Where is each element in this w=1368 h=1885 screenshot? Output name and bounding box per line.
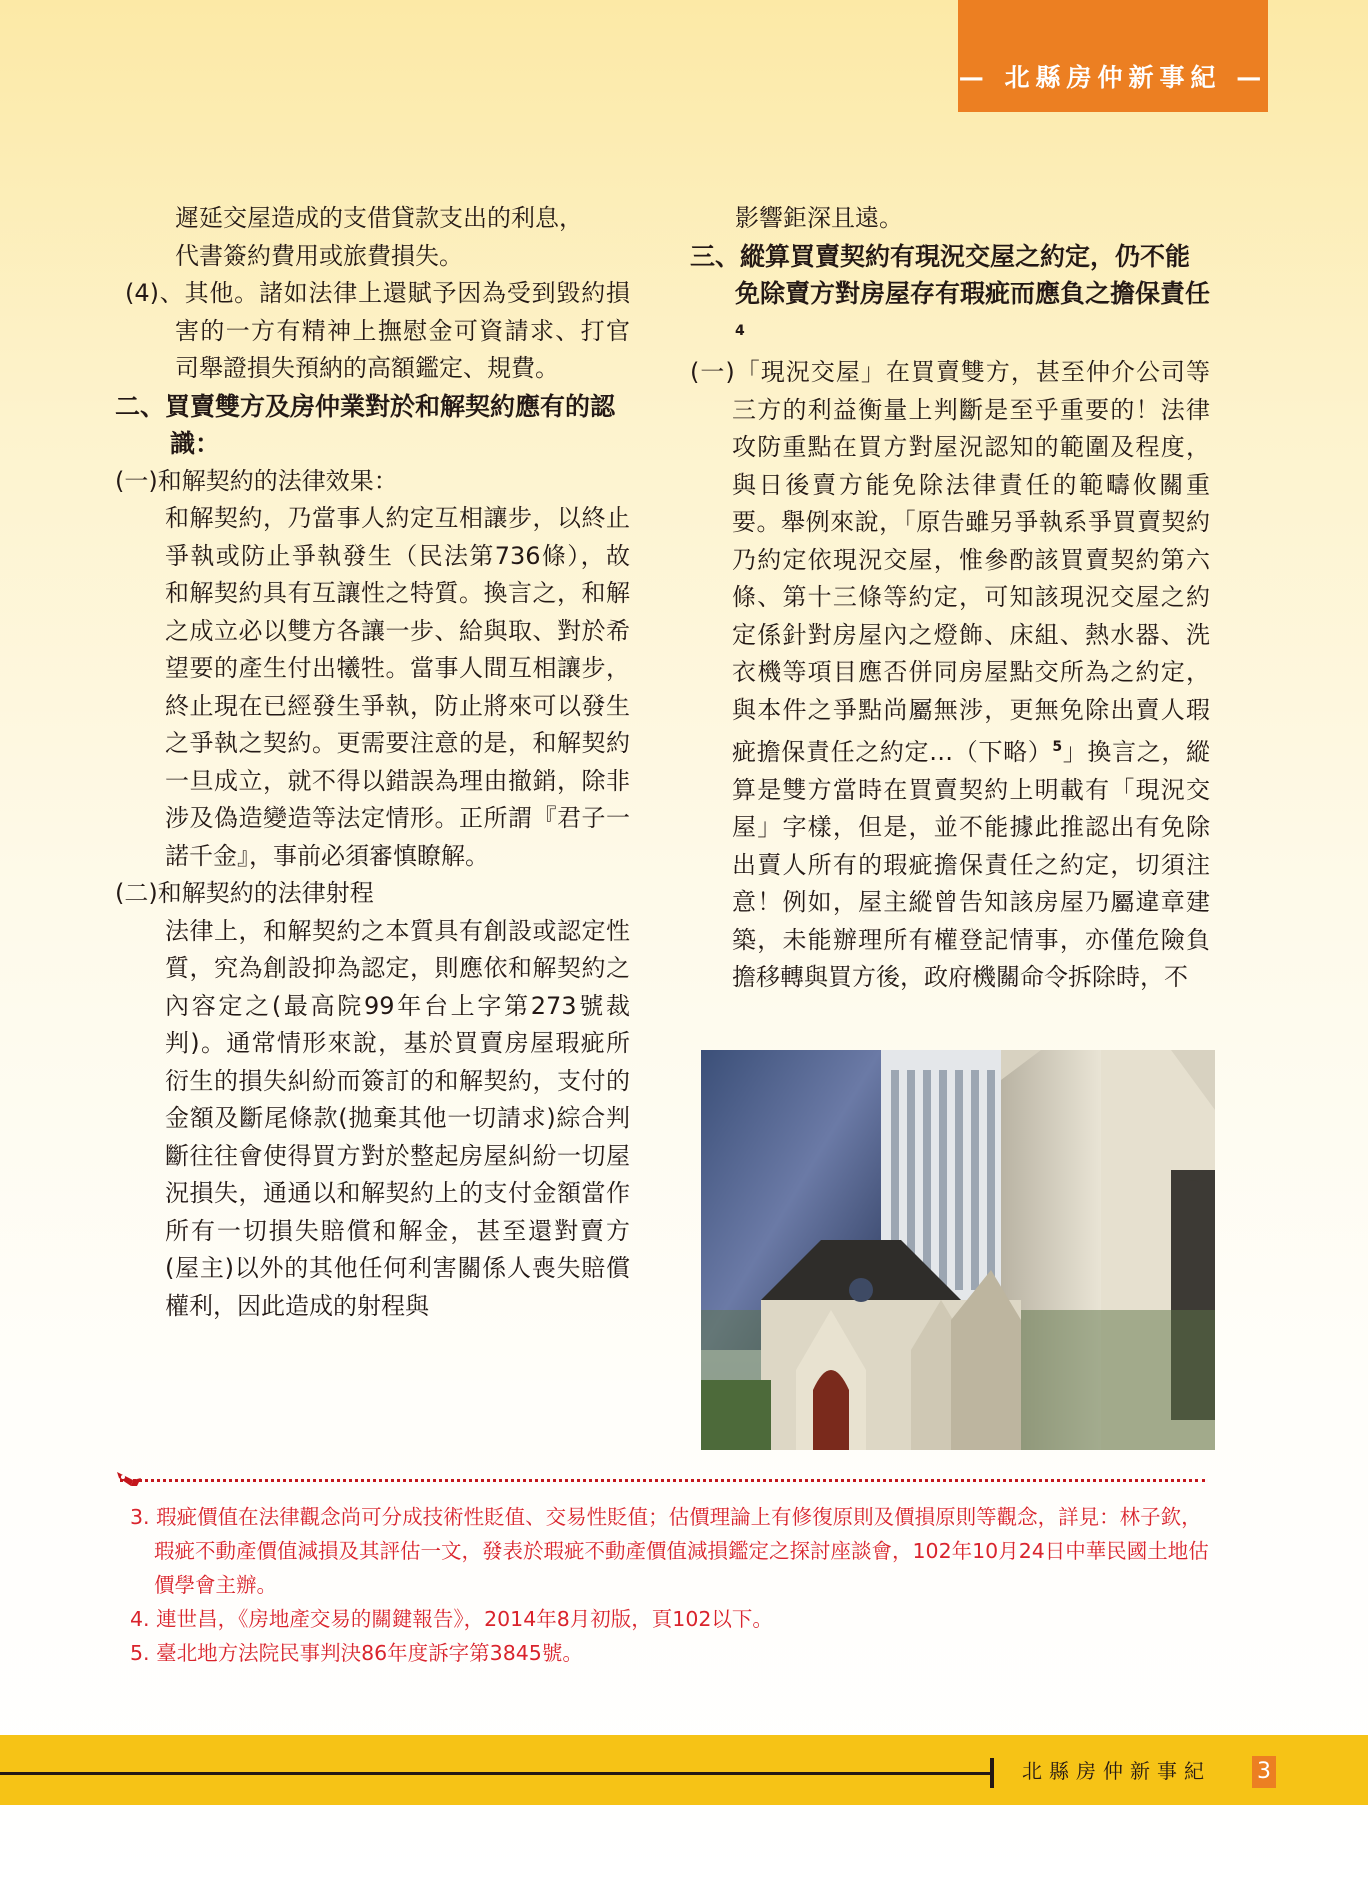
item-4-others: (4)、其他。諸如法律上還賦予因為受到毀約損害的一方有精神上撫慰金可資請求、打官司舉證損失預納的高額鑑定、規費。 [125,279,630,382]
continued-line-1: 遲延交屋造成的支借貸款支出的利息， [175,204,583,232]
footnote-ref-5: 5 [1052,739,1063,756]
footnote-3: 3. 瑕疵價值在法律觀念尚可分成技術性貶值、交易性貶值；估價理論上有修復原則及價損原則等觀念，詳見：林子欽，瑕疵不動產價值減損及其評估一文，發表於瑕疵不動產價值減損鑑定之探討座談會，102年10月24日中華民國土地估價學會主辦。 [130,1505,1209,1597]
footnotes [130,1500,1210,1670]
section-3-heading-text: 三、縱算買賣契約有現況交屋之約定，仍不能免除賣方對房屋存有瑕疵而應負之擔保責任 [690,241,1211,308]
header-title: — 北縣房仲新事紀 — [958,63,1268,92]
footnote-5: 5. 臺北地方法院民事判決86年度訴字第3845號。 [130,1641,583,1665]
footer-rule-tick [990,1758,994,1788]
section-3-heading [690,238,1210,355]
footnote-ref-4: 4 [735,322,745,339]
continued-line-2: 代書簽約費用或旅費損失。 [175,241,463,270]
church-photo [701,1050,1215,1450]
subsection-1-heading: (一)和解契約的法律效果： [115,466,398,495]
footer-title: 北縣房仲新事紀 [1022,1759,1211,1783]
subsection-2-heading: (二)和解契約的法律射程 [115,879,374,907]
section-2-heading: 二、買賣雙方及房仲業對於和解契約應有的認識： [115,391,616,458]
subsection-1-text-a: (一)「現況交屋」在買賣雙方，甚至仲介公司等三方的利益衡量上判斷是至乎重要的！法律攻防重點在買方對屋況認知的範圍及程度，與日後賣方能免除法律責任的範疇攸關重要。舉例來說，「原告雖另爭執系爭買賣契約乃約定依現況交屋，惟參酌該買賣契約第六條、第十三條等約定，可知該現況交屋之約定係針對房屋內之燈飾、床組、熱水器、洗衣機等項目應否併同房屋點交所為之約定，與本件之爭點尚屬無涉，更無免除出賣人瑕疵擔保責任之約定…（下略） [690,358,1210,767]
page-number: 3 [1252,1756,1276,1788]
footnote-4: 4. 連世昌，《房地產交易的關鍵報告》，2014年8月初版，頁102以下。 [130,1607,773,1631]
continued-line: 影響鉅深且遠。 [735,204,903,232]
left-column [115,200,630,1325]
footer-rule [0,1772,990,1775]
subsection-1-current-condition [690,354,1210,997]
subsection-2-body: 法律上，和解契約之本質具有創設或認定性質，究為創設抑為認定，則應依和解契約之內容定之(最高院99年台上字第273號裁判)。通常情形來說，基於買賣房屋瑕疵所衍生的損失糾紛而簽訂的和解契約，支付的金額及斷尾條款(拋棄其他一切請求)綜合判斷往往會使得買方對於整起房屋糾紛一切屋況損失，通通以和解契約上的支付金額當作所有一切損失賠償和解金，甚至還對賣方(屋主)以外的其他任何利害關係人喪失賠償權利，因此造成的射程與 [165,916,630,1320]
subsection-1-text-b: 」換言之，縱算是雙方當時在買賣契約上明載有「現況交屋」字樣，但是，並不能據此推認出有免除出賣人所有的瑕疵擔保責任之約定，切須注意！例如，屋主縱曾告知該房屋乃屬違章建築，未能辦理所有權登記情事，亦僅危險負擔移轉與買方後，政府機關命令拆除時，不 [732,738,1211,992]
subsection-1-body: 和解契約，乃當事人約定互相讓步，以終止爭執或防止爭執發生（民法第736條），故和解契約具有互讓性之特質。換言之，和解之成立必以雙方各讓一步、給與取、對於希望要的產生付出犧牲。當事人間互相讓步，終止現在已經發生爭執，防止將來可以發生之爭執之契約。更需要注意的是，和解契約一旦成立，就不得以錯誤為理由撤銷，除非涉及偽造變造等法定情形。正所謂『君子一諾千金』，事前必須審慎瞭解。 [165,504,630,870]
right-column [690,200,1210,997]
footnote-divider [120,1479,1205,1482]
header-section-tab [958,0,1268,112]
